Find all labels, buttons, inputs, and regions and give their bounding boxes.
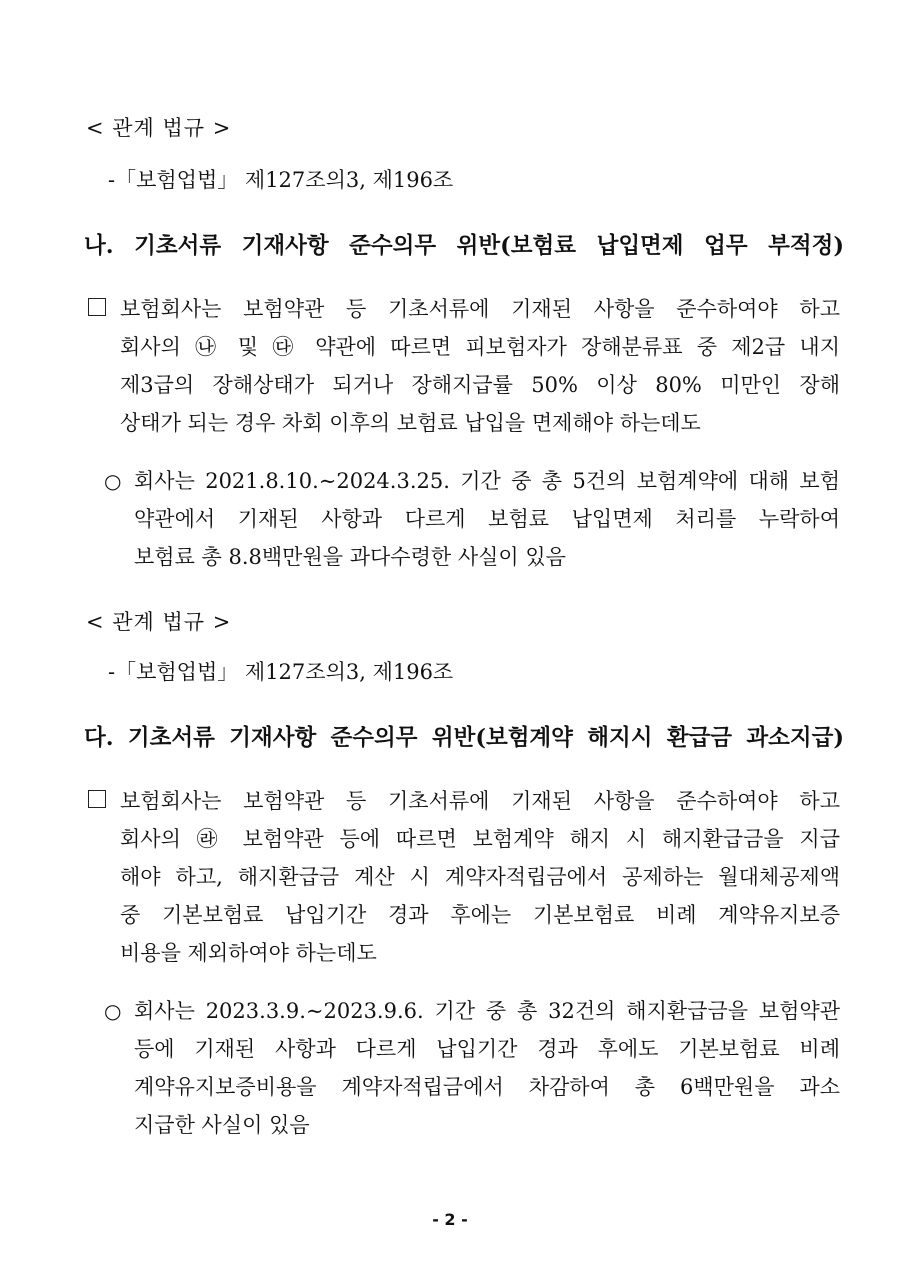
paragraph-line: 제3급의 장해상태가 되거나 장해지급률 50% 이상 80% 미만인 장해	[120, 373, 840, 397]
paragraph-line: 보험회사는 보험약관 등 기초서류에 기재된 사항을 준수하여야 하고	[120, 297, 840, 321]
paragraph-line: 약관에서 기재된 사항과 다르게 보험료 납입면제 처리를 누락하여	[134, 507, 840, 531]
square-bullet-icon	[88, 298, 106, 316]
law-references-title: < 관계 법규 >	[86, 610, 232, 634]
paragraph-line: 비용을 제외하여야 하는데도	[120, 941, 377, 965]
law-reference-item: -「보험업법」 제127조의3, 제196조	[108, 168, 454, 192]
paragraph-line: 회사는 2021.8.10.∼2024.3.25. 기간 중 총 5건의 보험계약에 대해 보험	[134, 469, 840, 493]
paragraph-line: 회사의 ㉯ 및 ㉰ 약관에 따르면 피보험자가 장해분류표 중 제2급 내지	[120, 335, 840, 359]
paragraph-line: 보험회사는 보험약관 등 기초서류에 기재된 사항을 준수하여야 하고	[120, 789, 840, 813]
paragraph-line: 지급한 사실이 있음	[134, 1113, 310, 1137]
paragraph-line: 계약유지보증비용을 계약자적립금에서 차감하여 총 6백만원을 과소	[134, 1075, 840, 1099]
page-number: - 2 -	[432, 1210, 468, 1229]
paragraph-line: 해야 하고, 해지환급금 계산 시 계약자적립금에서 공제하는 월대체공제액	[120, 865, 840, 889]
box-paragraph-na	[88, 290, 840, 450]
circle-bullet-icon: ○	[104, 469, 122, 493]
section-heading-na: 나. 기초서류 기재사항 준수의무 위반(보험료 납입면제 업무 부적정)	[84, 233, 844, 259]
circle-paragraph-da	[104, 992, 840, 1152]
law-references-title: < 관계 법규 >	[86, 116, 232, 140]
section-heading-da: 다. 기초서류 기재사항 준수의무 위반(보험계약 해지시 환급금 과소지급)	[84, 725, 844, 751]
circle-bullet-icon: ○	[104, 999, 122, 1023]
paragraph-line: 회사의 ㉱ 보험약관 등에 따르면 보험계약 해지 시 해지환급금을 지급	[120, 827, 840, 851]
paragraph-line: 회사는 2023.3.9.∼2023.9.6. 기간 중 총 32건의 해지환급금을 보험약관	[134, 999, 840, 1023]
box-paragraph-da	[88, 782, 840, 982]
paragraph-line: 보험료 총 8.8백만원을 과다수령한 사실이 있음	[134, 545, 566, 569]
paragraph-line: 중 기본보험료 납입기간 경과 후에는 기본보험료 비례 계약유지보증	[120, 903, 840, 927]
paragraph-line: 상태가 되는 경우 차회 이후의 보험료 납입을 면제해야 하는데도	[120, 411, 701, 435]
square-bullet-icon	[88, 790, 106, 808]
law-reference-item: -「보험업법」 제127조의3, 제196조	[108, 660, 454, 684]
paragraph-line: 등에 기재된 사항과 다르게 납입기간 경과 후에도 기본보험료 비례	[134, 1037, 840, 1061]
circle-paragraph-na	[104, 462, 840, 582]
